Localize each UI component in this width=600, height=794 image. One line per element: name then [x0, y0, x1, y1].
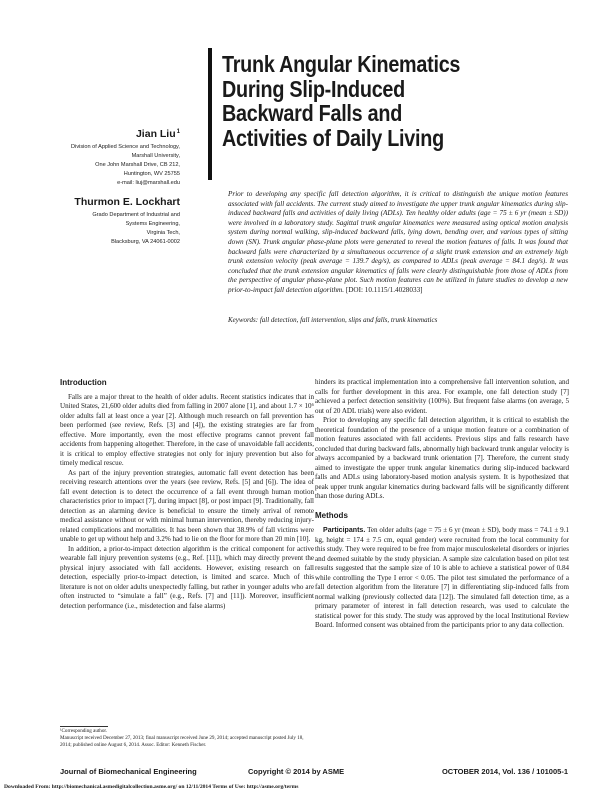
page-footer: [60, 767, 568, 779]
left-column: [60, 378, 314, 611]
right-column: [315, 378, 569, 631]
abstract: [228, 190, 568, 296]
keywords: [228, 316, 568, 324]
copyright: Copyright © 2014 by ASME: [248, 767, 345, 776]
section-heading-methods: Methods: [315, 510, 348, 520]
keywords-text: fall detection, fall intervention, slips and falls, trunk kinematics: [259, 316, 438, 324]
section-heading-introduction: Introduction: [60, 378, 107, 387]
paragraph: Falls are a major threat to the health of older adults. Recent statistics indicates that in United States, 21,600 older adults died from falling in 2007 alone [1], and about 1.7 × 10⁶ older adults fall at least once a year [2]. Although much research on fall prevention has been performed (see review, Refs. [3] and [4]), the existing strategies are far from effective. More importantly, even the most effective programs cannot prevent fall accidents from happening altogether. Therefore, in the case of unavoidable fall accidents, it is critical to employ effective strategies not only for injury prevention but also for timely medical rescue.: [60, 392, 314, 467]
keywords-label: Keywords:: [228, 316, 259, 324]
footnote: Manuscript received December 27, 2013; final manuscript received June 29, 2014; accepted manuscript posted July 18, 2014; published online August 6, 2014. Assoc. Editor: Kenneth Fischer.: [60, 735, 304, 749]
title-line: Activities of Daily Living: [222, 124, 444, 151]
download-notice: Downloaded From: http://biomechanical.asmedigitalcollection.asme.org/ on 12/11/2014 Terms of Use: http://asme.org/terms: [4, 784, 299, 790]
author-block-1: [40, 128, 180, 188]
paragraph: As part of the injury prevention strategies, automatic fall event detection has been receiving research attentions over the years (see review, Refs. [5] and [6]). The idea of fall event detection is to detect the occurrence of a fall event through human motion characteristics prior to impact [7], during impact [8], or post impact [9]. Traditionally, fall detection as an alarming device is beneficial to ensure the timely arrival of remote medical assistance without or with minimal human intervention, thereby reducing injury-related complications and mortalities. It has been shown that 38.9% of fall victims were unable to get up without help and 3.2% had to lie on the floor for more than 20 min [10].: [60, 468, 314, 543]
author-name: Thurmon E. Lockhart: [74, 196, 180, 208]
title-line: Trunk Angular Kinematics: [222, 51, 461, 77]
footnote-rule: [60, 726, 108, 727]
author-email[interactable]: e-mail: liuj@marshall.edu: [117, 180, 180, 186]
paragraph-participants: Participants. Ten older adults (age = 75 ± 6 yr (mean ± SD), body mass = 74.1 ± 9.1 kg, height = 174 ± 7.5 cm, equal gender) were recruited from the local community for this study. They were required to be free from major musculoskeletal disorders or injuries and deemed suitable by the study physician. A sample size calculation based on pilot test results suggested that the sample size of 10 is able to achieve a statistical power of 0.84 while controlling the Type I error < 0.05. The pilot test simulated the performance of a fall detection algorithm from the literature [7] in differentiating slip-induced falls from normal walking (previously collected data [12]). The simulated fall detection time, as a primary parameter of interest in fall detection research, was used to calculate the statistical power for this study. The study was approved by the local Institutional Review Board. Informed consent was obtained from the participants prior to any data collection.: [315, 526, 569, 629]
title-line: During Slip-Induced: [222, 75, 406, 102]
participants-heading: Participants.: [323, 527, 366, 534]
abstract-text: Prior to developing any specific fall detection algorithm, it is critical to distinguish the unique motion features associated with fall accidents. The current study aimed to investigate the upper trunk angular kinematics during slip-induced backward falls and activities of daily living (ADLs). Ten healthy older adults (age = 75 ± 6 yr (mean ± SD)) were involved in a laboratory study. Sagittal trunk angular kinematics were measured using optical motion analysis system during normal walking, slip-induced backward falls, lying down, bending over, and various types of sitting down (SN). Trunk angular phase-plane plots were generated to reveal the motion features of falls. It was found that backward falls were characterized by a simultaneous occurrence of a slight trunk extension and an extremely high trunk extension velocity (peak average = 139.7 deg/s), as compared to ADLs (peak average = 84.1 deg/s). It was concluded that the trunk extension angular kinematics of falls were clearly distinguishable from those of ADLs from the perspective of angular phase-plane plot. Such motion features can be utilized in future studies to develop a new prior-to-impact fall detection algorithm.: [228, 190, 568, 294]
author-affiliation: Grado Department of Industrial and Systems Engineering, Virginia Tech, Blacksburg, VA 24061-0002: [92, 212, 180, 245]
author-block-2: [40, 196, 180, 247]
paragraph: In addition, a prior-to-impact detection algorithm is the critical component for active wearable fall injury prevention systems (e.g., Ref. [11]), which may directly prevent the physical injury associated with fall accidents. However, existing research on fall detection, especially prior-to-impact detection, is limited and scarce. Much of this literature is not on older adults unexpectedly falling, but rather in younger adults who are often instructed to “simulate a fall” (e.g., Refs. [7] and [11]). Moreover, insufficient detection performance (i.e., misdetection and false alarms): [60, 544, 314, 610]
paragraph: Prior to developing any specific fall detection algorithm, it is critical to establish the theoretical foundation of the presence of a unique motion feature or a combination of motion features associated with fall accidents. Previous slips and falls research have concluded that during backward falls, abnormally high backward trunk angular velocity is always accompanied by a backward trunk orientation [7]. Therefore, the current study aimed to investigate the upper trunk angular kinematics during slip-induced backward falls and ADLs using laboratory-based motion analysis system. It is hypothesized that peak upper trunk angular kinematics during backward falls will be significantly different than those during ADLs.: [315, 416, 570, 500]
article-title: [222, 52, 480, 150]
issue-info: OCTOBER 2014, Vol. 136 / 101005-1: [441, 767, 568, 776]
footnotes: [60, 728, 314, 750]
journal-name: Journal of Biomechanical Engineering: [60, 767, 197, 776]
paragraph: hinders its practical implementation into a comprehensive fall intervention solution, and calls for further development in this area. For example, one fall detection study [7] achieved a perfect detection sensitivity (100%). But frequent false alarms (on average, 5 out of 20 ADL trials) were also evident.: [315, 378, 569, 415]
footnote-mark: 1: [176, 128, 180, 135]
footnote: ¹Corresponding author.: [60, 728, 108, 734]
title-line: Backward Falls and: [222, 100, 403, 126]
author-affiliation: Division of Applied Science and Technology, Marshall University, One John Marshall Drive, CB 212, Huntington, WV 25755 e-mail: liuj@marshall.edu: [40, 143, 180, 188]
doi-link[interactable]: [DOI: 10.1115/1.4028033]: [345, 285, 423, 294]
title-rule: [208, 48, 212, 180]
author-name: Jian Liu$^1$: [135, 128, 180, 140]
